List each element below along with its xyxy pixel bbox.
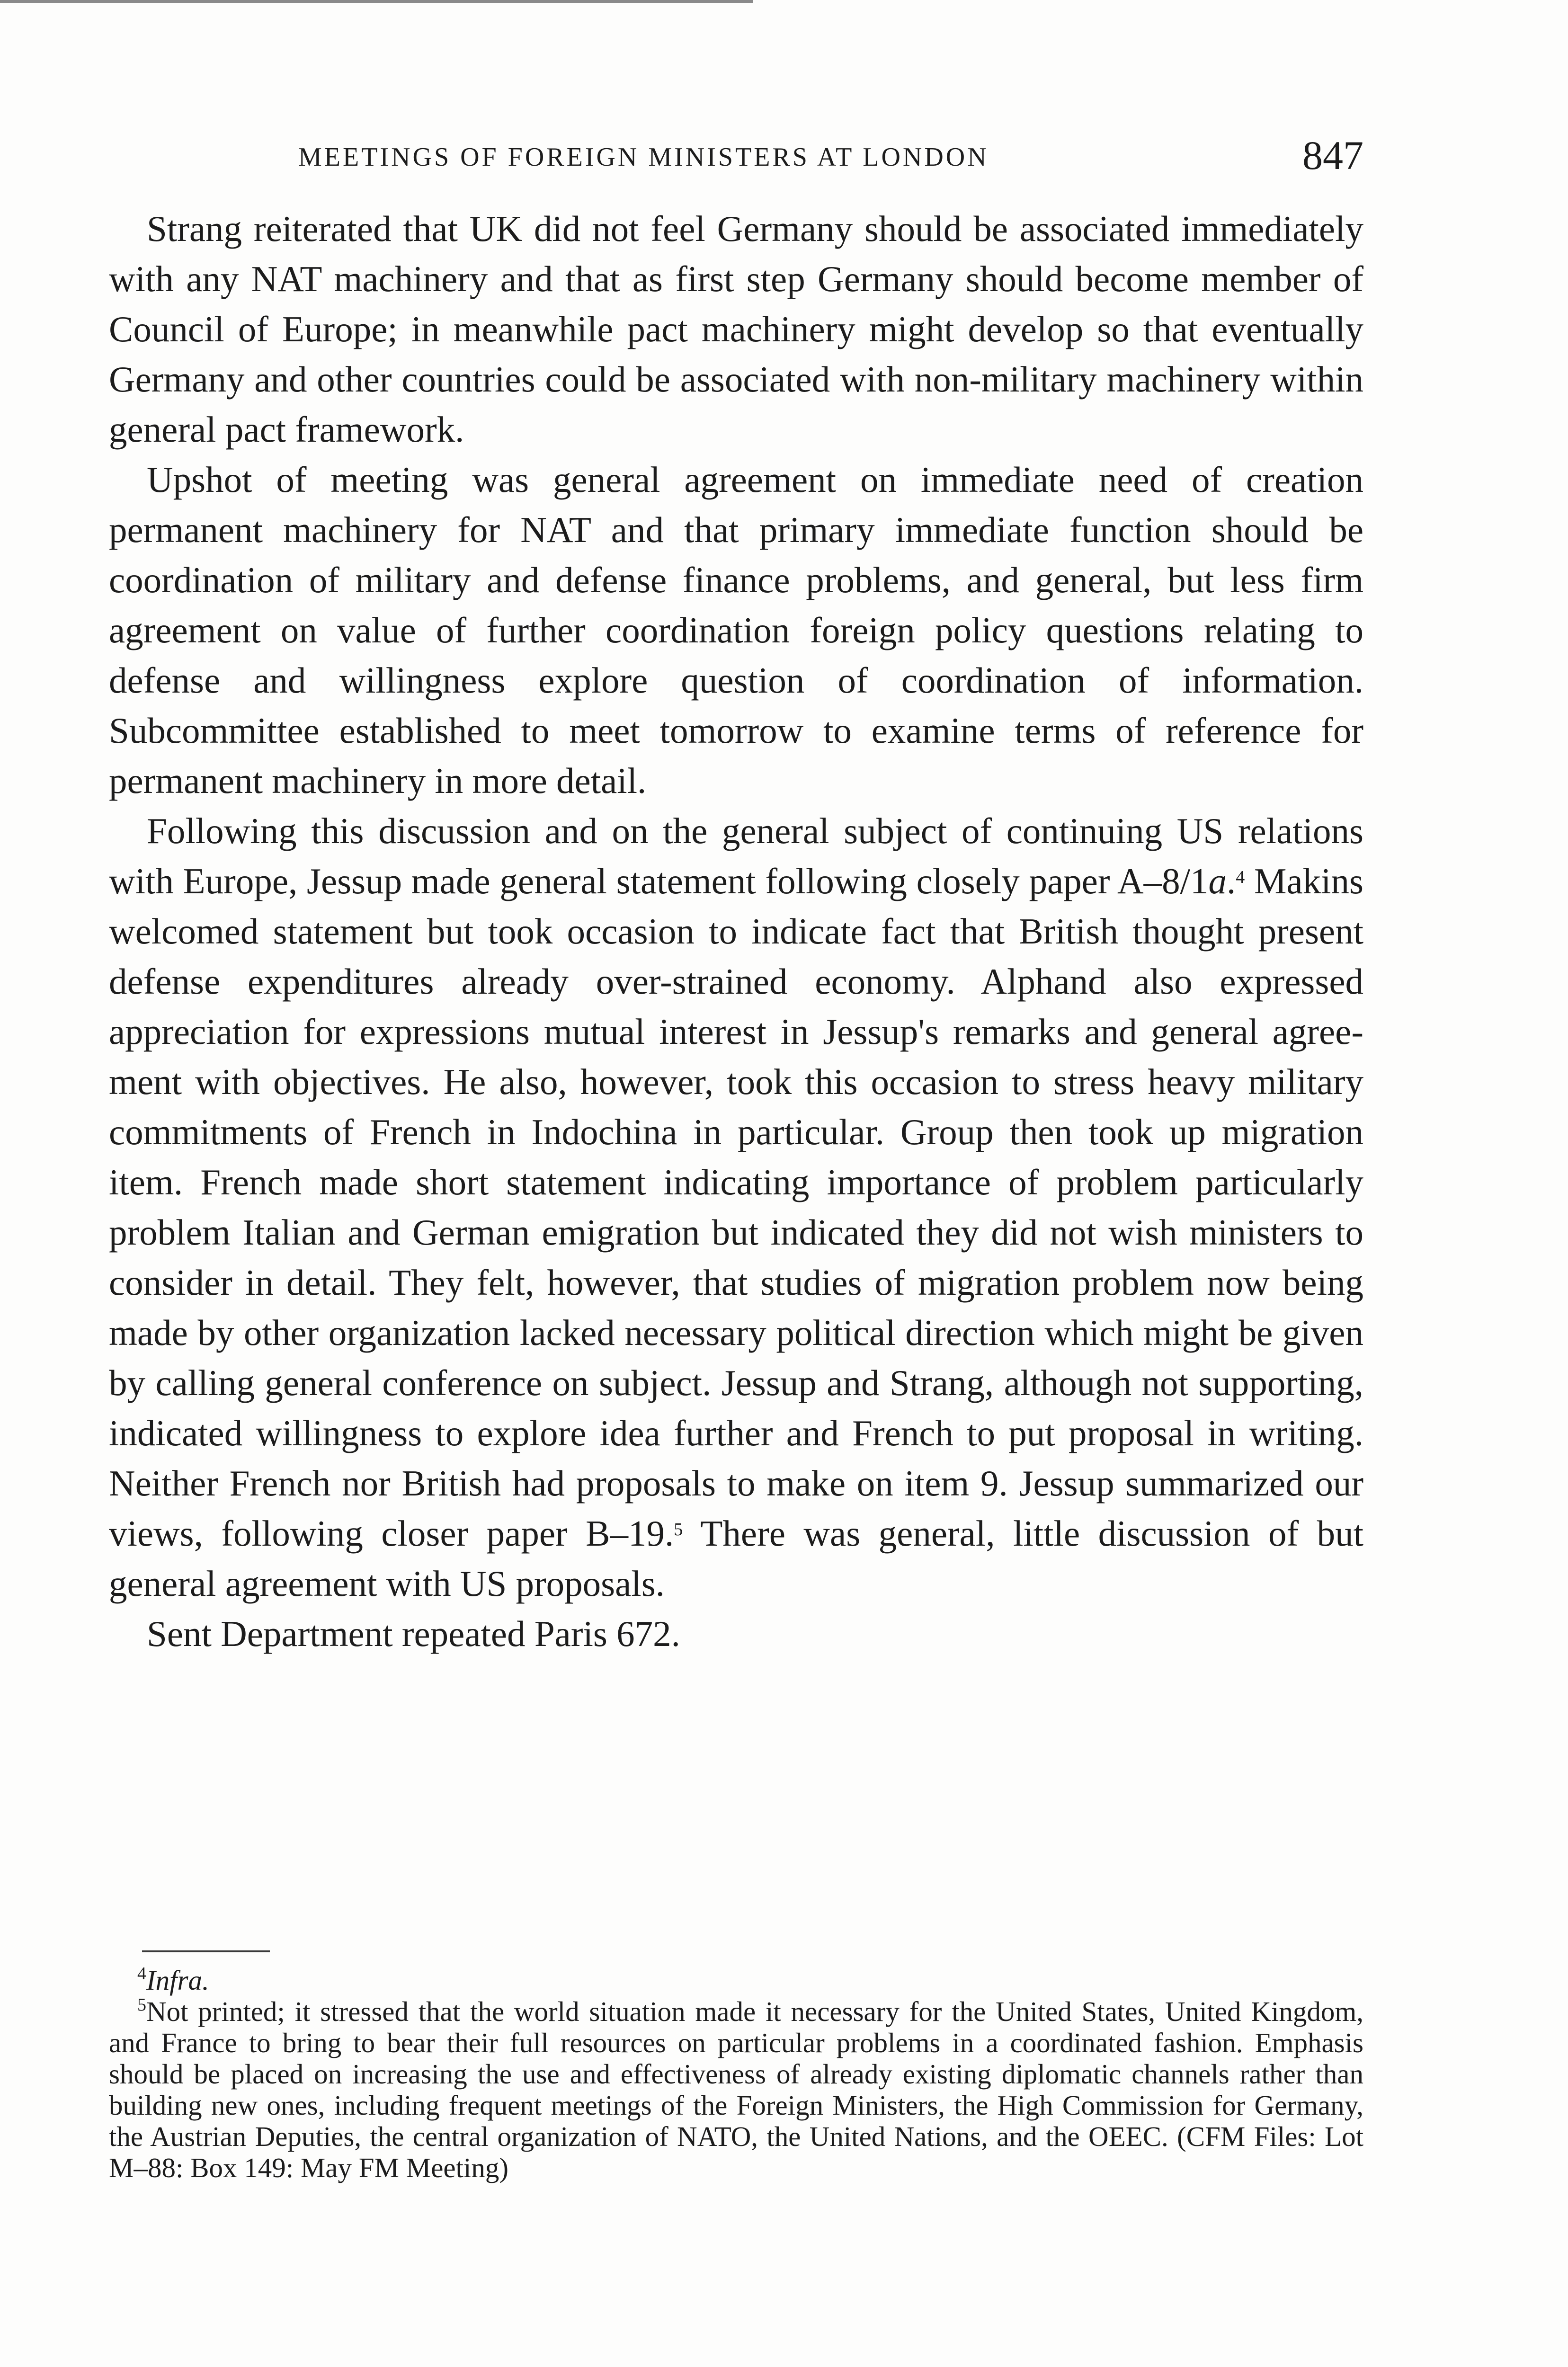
paragraph-text: Following this discussion and on the general subject of continuing US relations with Europe, Jessup made general statement following closely paper A–8/1: [109, 810, 1363, 901]
footnote-text: Not printed; it stressed that the world situation made it necessary for the United States, United Kingdom, and France to bring to bear their full resources on particular problems in a coordinated fashion. Emphasis should be placed on increasing the use and effectiveness of already existing diplomatic channels rather than building new ones, including frequent meetings of the Foreign Ministers, the High Commission for Germany, the Austrian Deputies, the central organization of NATO, the United Nations, and the OEEC. (CFM Files: Lot M–88: Box 149: May FM Meeting): [109, 1996, 1363, 2183]
running-head: [109, 128, 1363, 185]
paragraph-following-discussion: Following this discussion and on the general subject of continuing US relations with Europe, Jessup made general statement following closely paper A–8/1a.$^4$ Makins welcomed statement but took occasion to indicate fact that British thought present defense expenditures already over-strained economy. Alphand also expressed appreciation for expressions mutual interest in Jessup's remarks and general agreement with objectives. He also, however, took this occasion to stress heavy military commitments of French in Indochina in particular. Group then took up migration item. French made short statement indicating importance of problem particularly problem Italian and German emigration but indicated they did not wish ministers to consider in detail. They felt, however, that studies of migration problem now being made by other organization lacked necessary political direction which might be given by calling general conference on subject. Jessup and Strang, although not supporting, indicated willingness to explore idea further and French to put proposal in writing. Neither French nor British had proposals to make on item 9. Jessup summarized our views, following closer paper B–19.$^5$ There was general, little discussion of but general agreement with US proposals.: [109, 810, 1364, 1604]
paragraph-text-italic: a: [1208, 861, 1227, 901]
footnote-5: [109, 1996, 1363, 2183]
top-rule: [0, 0, 753, 3]
footnote-reference-5: 5: [674, 1520, 683, 1539]
footnote-text: Infra.: [146, 1965, 209, 1996]
footnote-reference-4: 4: [1236, 867, 1245, 887]
footnote-marker: 4: [137, 1964, 146, 1984]
paragraph-sent: Sent Department repeated Paris 672.: [147, 1613, 680, 1654]
paragraph-strang: Strang reiterated that UK did not feel Germany should be associated immediately with any NAT machinery and that as first step Germany should become member of Council of Europe; in meanwhile pact machinery might develop so that eventually Germany and other countries could be associated with non-military machinery within general pact framework.: [109, 208, 1363, 450]
page-number: 847: [1302, 133, 1363, 178]
paragraph-text: There was general, little discussion of but general agreement with US proposals.: [109, 1513, 1364, 1604]
running-title: MEETINGS OF FOREIGN MINISTERS AT LONDON: [298, 142, 989, 172]
footnotes: [109, 1965, 1363, 2183]
paragraph-upshot: Upshot of meeting was general agreement on immediate need of creation permanent machinery for NAT and that primary immediate function should be coordination of military and defense finance problems, and general, but less firm agreement on value of further coordination foreign policy questions relating to defense and willingness explore question of coordination of information. Subcommittee established to meet tomorrow to examine terms of reference for permanent machinery in more detail.: [109, 459, 1363, 801]
footnote-4: [109, 1965, 1363, 1996]
body-text: [109, 204, 1363, 1659]
paragraph-text: Makins welcomed statement but took occasion to indicate fact that British thought present defense expenditures already over-strained economy. Alphand also expressed appreciation for expressions mutual interest in Jessup's remarks and general agreement with objectives. He also, however, took this occasion to stress heavy military commitments of French in Indochina in particular. Group then took up migration item. French made short statement indicating importance of problem particularly problem Italian and German emigration but indicated they did not wish ministers to consider in detail. They felt, however, that studies of migration problem now being made by other organization lacked necessary political direction which might be given by calling general conference on subject. Jessup and Strang, although not supporting, indicated willingness to explore idea further and French to put proposal in writing. Neither French nor British had proposals to make on item 9. Jessup summarized our views, following closer paper B–19.: [109, 861, 1364, 1554]
footnote-rule: [142, 1950, 270, 1952]
footnote-marker: 5: [137, 1995, 146, 2015]
